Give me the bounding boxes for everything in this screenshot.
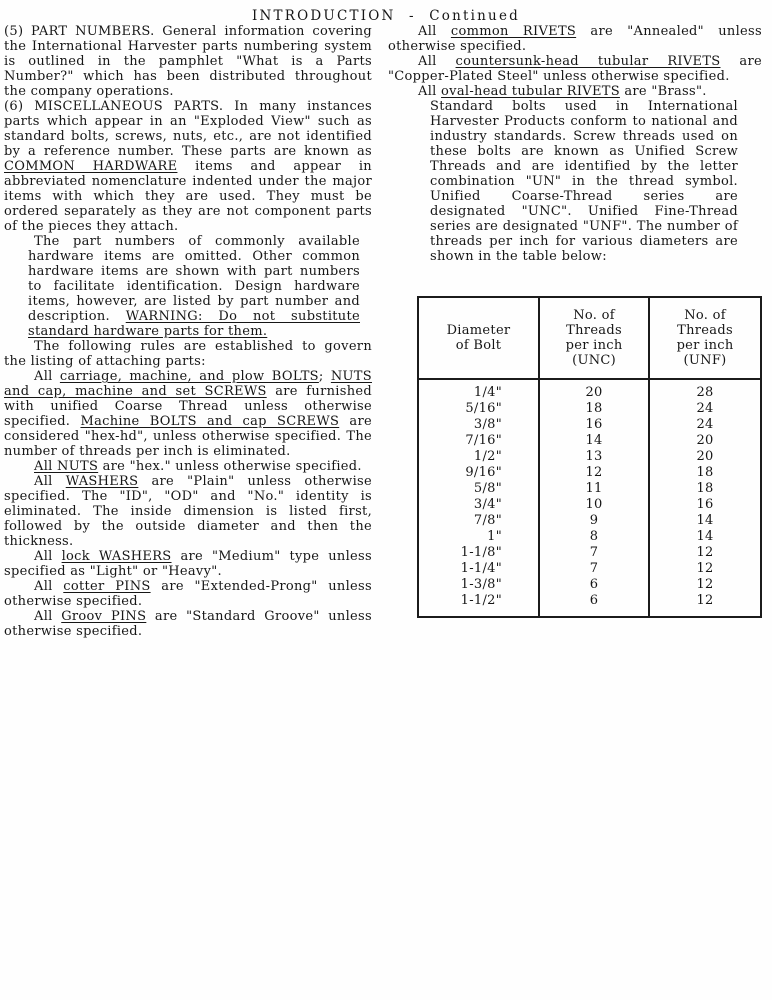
- table-cell: 10: [539, 497, 649, 513]
- thread-count-table: [417, 296, 762, 618]
- table-cell: 7: [539, 545, 649, 561]
- text-segment: All: [34, 579, 64, 594]
- table-cell: 1-1/4": [460, 561, 503, 576]
- table-row: [418, 417, 761, 433]
- table-cell: 24: [649, 417, 761, 433]
- table-cell: 1/2": [473, 449, 503, 464]
- table-cell: 16: [539, 417, 649, 433]
- table-cell: 14: [539, 433, 649, 449]
- underlined-text: COMMON HARDWARE: [4, 159, 178, 174]
- text-segment: The following rules are established to govern the listing of attaching parts:: [4, 339, 372, 369]
- table-cell: 12: [649, 545, 761, 561]
- table-cell: 12: [649, 577, 761, 593]
- text-segment: are "Plain" unless otherwise specified. The "ID", "OD" and "No." identity is eliminated. The inside dimension is listed first, followed by the outside diameter and then the thickness.: [4, 474, 372, 549]
- underlined-text: countersunk-head tubular RIVETS: [455, 54, 721, 69]
- table-cell: 1-3/8": [460, 577, 503, 592]
- table-row: [418, 561, 761, 577]
- underlined-text: Machine BOLTS and cap SCREWS: [80, 414, 340, 429]
- table-cell: 7/8": [473, 513, 503, 528]
- text-segment: are "hex." unless otherwise specified.: [98, 459, 362, 474]
- text-segment: (5) PART NUMBERS. General information covering the International Harvester parts numbering system is outlined in the pamphlet "What is a Parts Number?" which has been distributed throughout the company operations.: [4, 24, 372, 99]
- paragraph-cotter-pins-rule: [4, 579, 372, 609]
- right-column: [386, 24, 772, 639]
- table-header-unc: No. of Threads per inch (UNC): [539, 297, 649, 379]
- paragraph-countersunk-rivets-rule: [388, 54, 762, 84]
- table-cell: 24: [649, 401, 761, 417]
- table-row: [418, 513, 761, 529]
- paragraph-rules-intro: [4, 339, 372, 369]
- underlined-text: lock WASHERS: [61, 549, 172, 564]
- underlined-text: cotter PINS: [63, 579, 151, 594]
- table-cell: 5/16": [465, 401, 503, 416]
- table-cell: 20: [649, 449, 761, 465]
- table-row: [418, 379, 761, 401]
- paragraph-miscellaneous-parts: [4, 99, 372, 234]
- table-cell: 3/8": [473, 417, 503, 432]
- table-cell: 7: [539, 561, 649, 577]
- table-cell: 8: [539, 529, 649, 545]
- text-segment: are "Brass".: [619, 84, 707, 99]
- table-cell: 11: [539, 481, 649, 497]
- text-segment: All: [34, 609, 62, 624]
- table-row: [418, 401, 761, 417]
- text-segment: are considered "hex-hd", unless otherwise specified. The number of threads per inch is eliminated.: [4, 414, 372, 459]
- table-cell: 28: [649, 379, 761, 401]
- table-row: [418, 545, 761, 561]
- table-cell: 1/4": [473, 385, 503, 400]
- underlined-text: Groov PINS: [61, 609, 147, 624]
- text-segment: Standard bolts used in International Harvester Products conform to national and industry standards. Screw threads used on these bolts are known as Unified Screw Threads and are identified by the letter combination "UN" in the thread symbol. Unified Coarse-Thread series are designated "UNC". Unified Fine-Thread series are designated "UNF". The number of threads per inch for various diameters are shown in the table below:: [430, 99, 738, 264]
- text-segment: are furnished with unified Coarse Thread unless otherwise specified.: [4, 384, 372, 429]
- text-segment: The part numbers of commonly available hardware items are omitted. Other common hardware items are shown with part numbers to facilitate identification. Design hardware items, however, are listed by part number and description.: [28, 234, 360, 324]
- paragraph-part-numbers: [4, 24, 372, 99]
- underlined-text: oval-head tubular RIVETS: [441, 84, 620, 99]
- underlined-text: carriage, machine, and plow BOLTS: [59, 369, 319, 384]
- underlined-text: WARNING: Do not substitute standard hardware parts for them.: [28, 309, 360, 339]
- table-cell: 9: [539, 513, 649, 529]
- table-cell: 13: [539, 449, 649, 465]
- text-segment: are "Medium" type unless specified as "Light" or "Heavy".: [4, 549, 372, 579]
- table-cell: 1-1/8": [460, 545, 503, 560]
- text-segment: All: [418, 54, 456, 69]
- table-cell: 5/8": [473, 481, 503, 496]
- table-cell: 6: [539, 593, 649, 617]
- underlined-text: All NUTS: [34, 459, 99, 474]
- table-cell: 12: [539, 465, 649, 481]
- table-cell: 20: [649, 433, 761, 449]
- table-cell: 1-1/2": [460, 593, 503, 608]
- text-segment: items and appear in abbreviated nomenclature indented under the major items with which they are used. They must be ordered separately as they are not component parts of the pieces they attach.: [4, 159, 372, 234]
- table-cell: 3/4": [473, 497, 503, 512]
- text-segment: All: [418, 24, 451, 39]
- table-cell: 12: [649, 561, 761, 577]
- table-row: [418, 449, 761, 465]
- table-cell: 14: [649, 513, 761, 529]
- table-cell: 20: [539, 379, 649, 401]
- paragraph-standard-bolts: [430, 99, 738, 264]
- table-header-row: [418, 297, 761, 379]
- table-cell: 7/16": [465, 433, 503, 448]
- table-cell: 6: [539, 577, 649, 593]
- underlined-text: WASHERS: [65, 474, 139, 489]
- paragraph-common-rivets-rule: [388, 24, 762, 54]
- table-header-unf: No. of Threads per inch (UNF): [649, 297, 761, 379]
- text-segment: are "Standard Groove" unless otherwise specified.: [4, 609, 372, 639]
- table-cell: 18: [649, 481, 761, 497]
- paragraph-bolts-screws-rule: [4, 369, 372, 459]
- underlined-text: NUTS and cap, machine and set SCREWS: [4, 369, 372, 399]
- text-segment: All: [418, 84, 442, 99]
- table-row: [418, 577, 761, 593]
- text-segment: are "Copper-Plated Steel" unless otherwise specified.: [388, 54, 762, 84]
- text-segment: All: [34, 549, 62, 564]
- table-cell: 1": [487, 529, 503, 544]
- table-cell: 18: [649, 465, 761, 481]
- table-body: [418, 379, 761, 617]
- table-cell: 14: [649, 529, 761, 545]
- table-row: [418, 481, 761, 497]
- table-row: [418, 465, 761, 481]
- table-cell: 16: [649, 497, 761, 513]
- table-row: [418, 529, 761, 545]
- table-cell: 18: [539, 401, 649, 417]
- table-row: [418, 497, 761, 513]
- table-header-diameter: Diameter of Bolt: [418, 297, 539, 379]
- table-cell: 12: [649, 593, 761, 617]
- table-cell: 9/16": [465, 465, 503, 480]
- paragraph-nuts-rule: [4, 459, 372, 474]
- left-column: [0, 24, 386, 639]
- paragraph-washers-rule: [4, 474, 372, 549]
- text-segment: are "Extended-Prong" unless otherwise specified.: [4, 579, 372, 609]
- table-row: [418, 433, 761, 449]
- text-segment: All: [34, 369, 60, 384]
- text-segment: are "Annealed" unless otherwise specified.: [388, 24, 762, 54]
- text-segment: ;: [318, 369, 331, 384]
- paragraph-oval-head-rivets-rule: [388, 84, 762, 99]
- paragraph-lock-washers-rule: [4, 549, 372, 579]
- underlined-text: common RIVETS: [450, 24, 577, 39]
- table-row: [418, 593, 761, 617]
- page-title: INTRODUCTION - Continued: [252, 8, 520, 24]
- table-header: [418, 297, 761, 379]
- text-segment: All: [34, 474, 66, 489]
- text-segment: (6) MISCELLANEOUS PARTS. In many instances parts which appear in an "Exploded View" such as standard bolts, screws, nuts, etc., are not identified by a reference number. These parts are known as: [4, 99, 372, 159]
- two-column-layout: [0, 24, 772, 639]
- paragraph-hardware-warning: [28, 234, 360, 339]
- paragraph-groov-pins-rule: [4, 609, 372, 639]
